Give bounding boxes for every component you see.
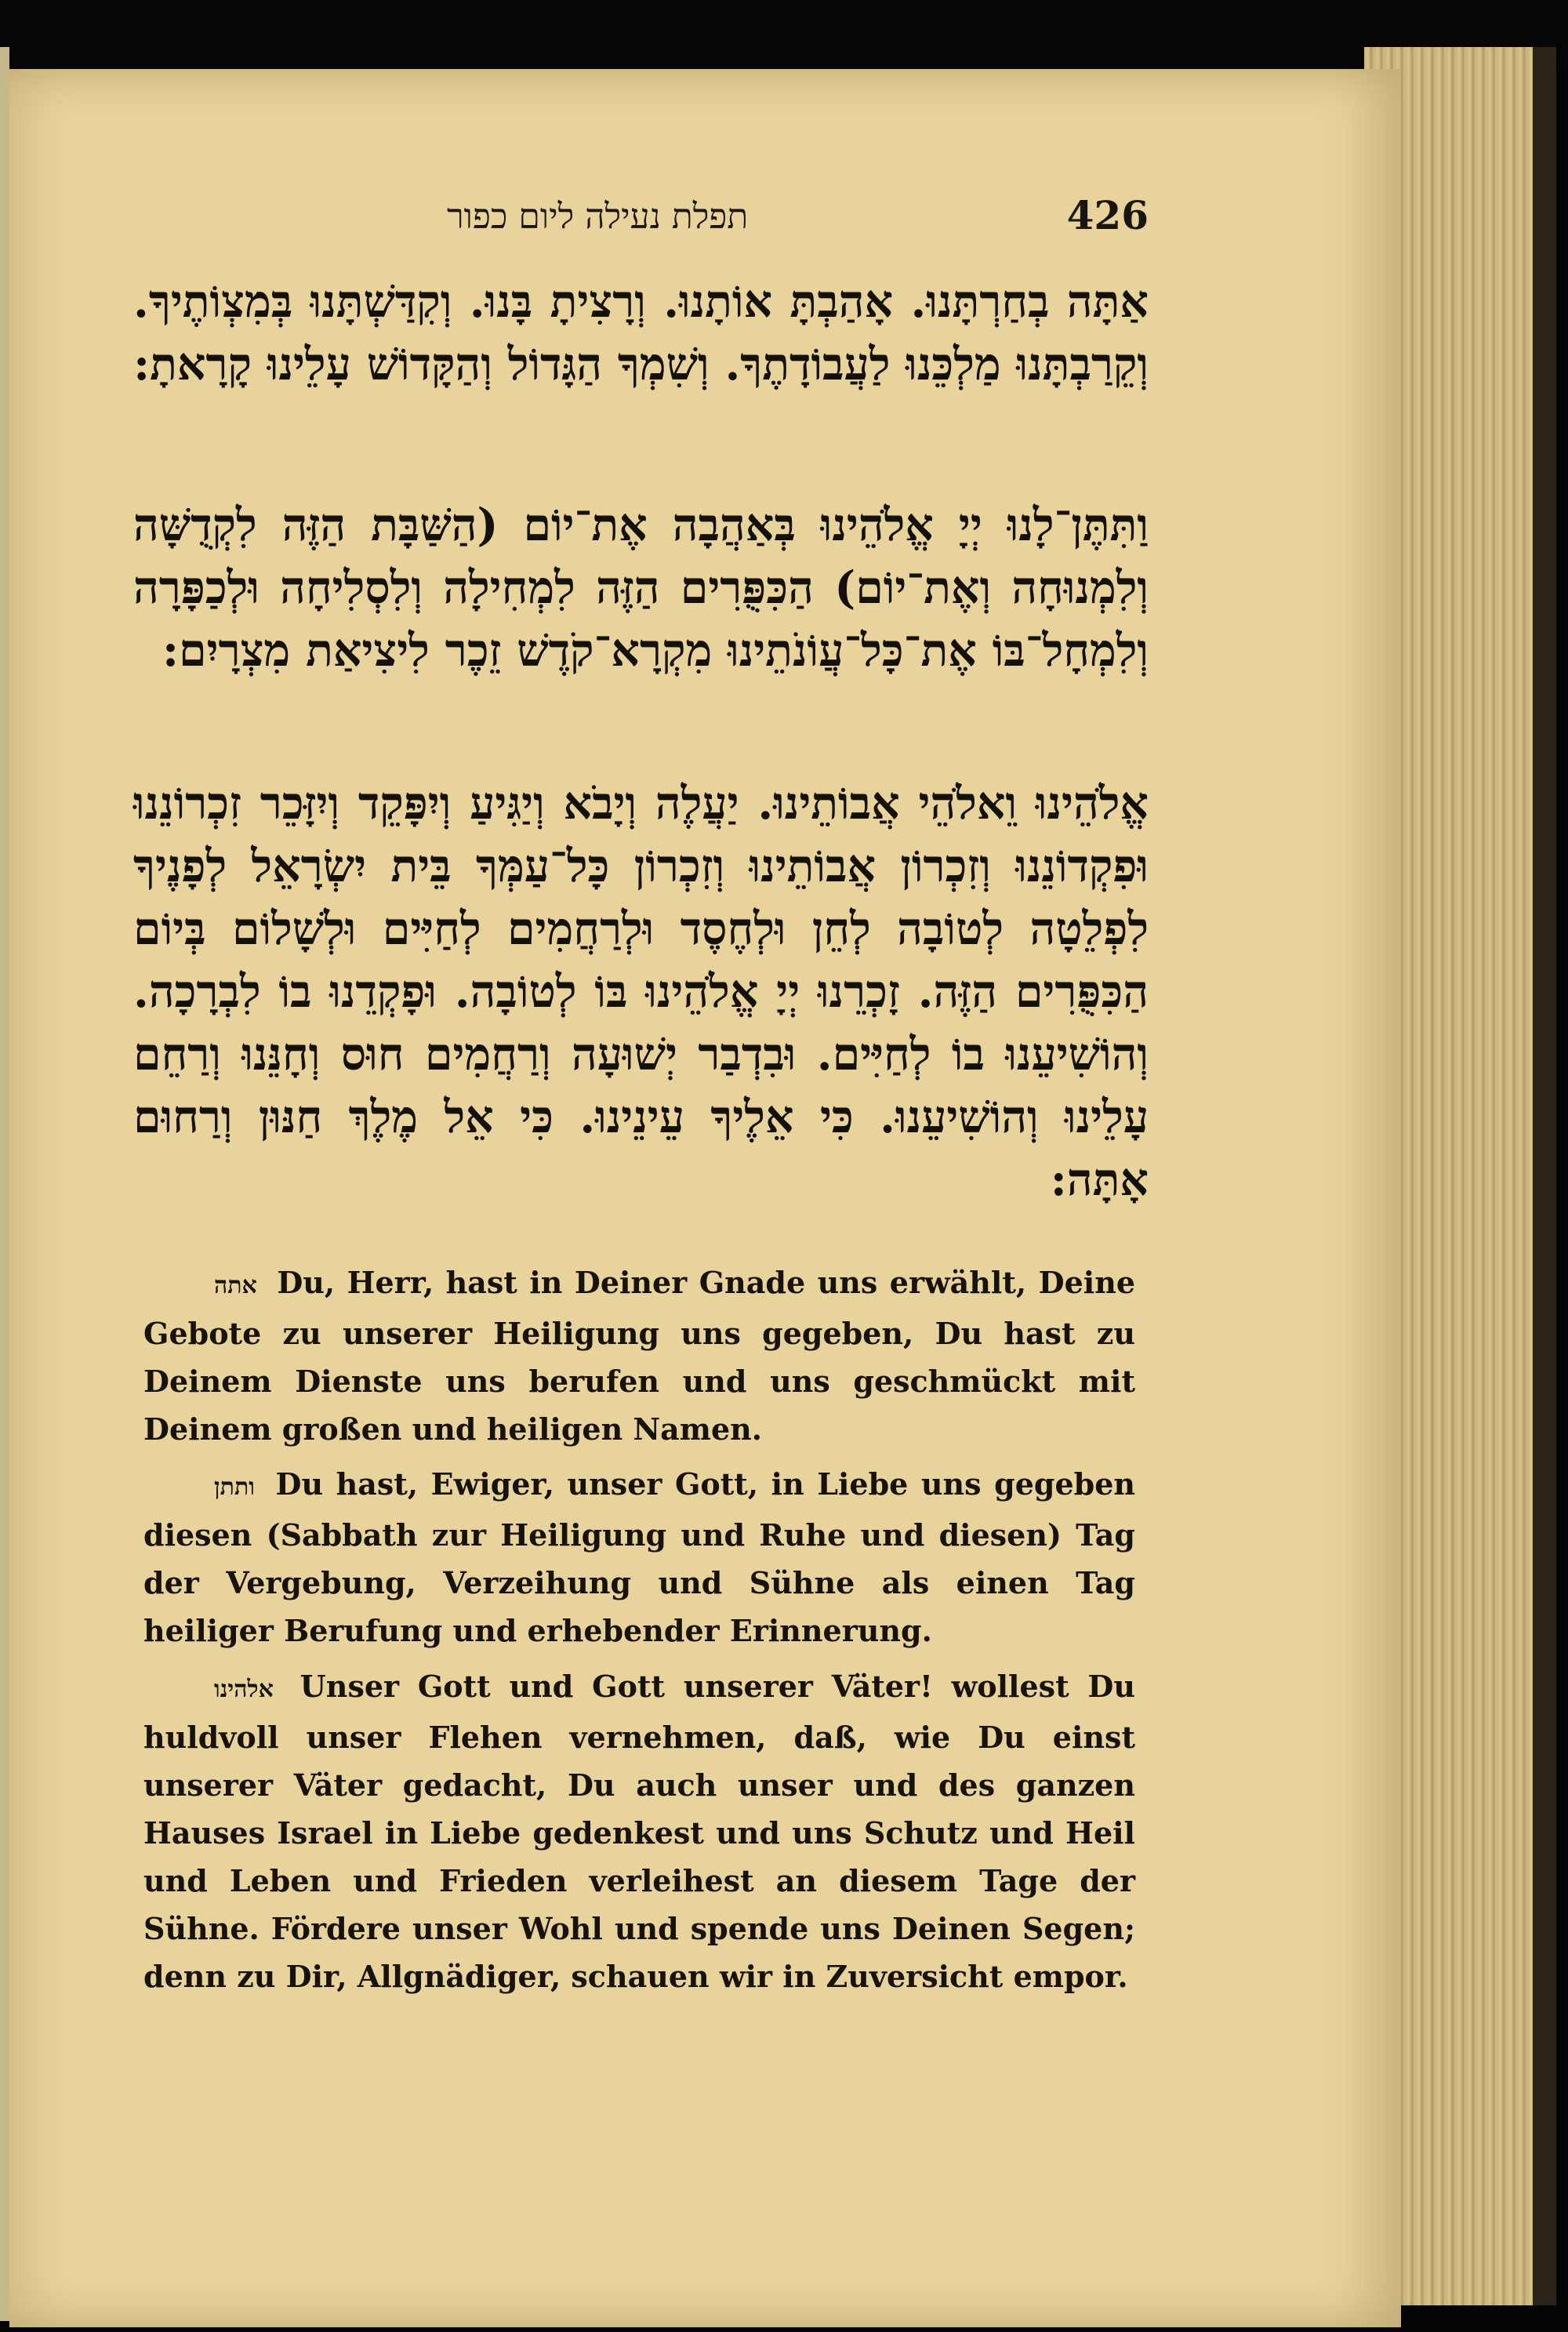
- running-title: תפלת נעילה ליום כפור: [447, 197, 749, 237]
- hebrew-paragraph-3: אֱלֹהֵינוּ וֵאלֹהֵי אֲבוֹתֵינוּ. יַעֲלֶה וְיָבֹא וְיַגִּיעַ וְיִפָּקֵד וְיִזָּכֵר זִכְרוֹנֵנוּ וּפִקְדוֹנֵנוּ וְזִכְרוֹן אֲבוֹתֵינוּ וְזִכְרוֹן כָּל־עַמְּךָ בֵּית יִשְׂרָאֵל לְפָנֶיךָ לִפְלֵטָה לְטוֹבָה לְחֵן וּלְחֶסֶד וּלְרַחֲמִים לְחַיִּים וּלְשָׁלוֹם בְּיוֹם הַכִּפֻּרִים הַזֶּה. זָכְרֵנוּ יְיָ אֱלֹהֵינוּ בּוֹ לְטוֹבָה. וּפָקְדֵנוּ בוֹ לִבְרָכָה. וְהוֹשִׁיעֵנוּ בוֹ לְחַיִּים. וּבִדְבַר יְשׁוּעָה וְרַחֲמִים חוּס וְחָנֵּנוּ וְרַחֵם עָלֵינוּ וְהוֹשִׁיעֵנוּ. כִּי אֵלֶיךָ עֵינֵינוּ. כִּי אֵל מֶלֶךְ חַנּוּן וְרַחוּם אָתָּה:: [133, 777, 1149, 1206]
- german-paragraph-3: [143, 1662, 1135, 2007]
- scan-background-top: [0, 0, 1568, 71]
- german-paragraph-3-text: Unser Gott und Gott unserer Väter! wollest Du huldvoll unser Flehen vernehmen, daß, wie Du einst unserer Väter gedacht, Du auch unser und des ganzen Hauses Israel in Liebe gedenkest und uns Schutz und Heil und Leben und Frieden verleihest an diesem Tage der Sühne. Fördere unser Wohl und spende uns Deinen Segen; denn zu Dir, Allgnädiger, schauen wir in Zuversicht empor.: [143, 1669, 1135, 1994]
- german-paragraph-1: [143, 1259, 1135, 1455]
- hebrew-paragraph-2: וַתִּתֶּן־לָנוּ יְיָ אֱלֹהֵינוּ בְּאַהֲבָה אֶת־יוֹם (הַשַּׁבָּת הַזֶּה לִקְדֻשָּׁה וְלִמְנוּחָה וְאֶת־יוֹם) הַכִּפֻּרִים הַזֶּה לִמְחִילָה וְלִסְלִיחָה וּלְכַפָּרָה וְלִמְחָל־בּוֹ אֶת־כָּל־עֲוֹנֹתֵינוּ מִקְרָא־קֹדֶשׁ זֵכֶר לִיצִיאַת מִצְרָיִם:: [133, 499, 1149, 677]
- german-paragraph-1-text: Du, Herr, hast in Deiner Gnade uns erwählt, Deine Gebote zu unserer Heiligung uns gegeben, Du hast zu Deinem Dienste uns berufen und uns geschmückt mit Deinem großen und heiligen Namen.: [143, 1265, 1135, 1447]
- adjacent-page-edge: [0, 47, 9, 2321]
- german-paragraph-3-lead: אלהינו: [214, 1676, 274, 1703]
- german-paragraph-2: [143, 1460, 1135, 1652]
- page-number: 426: [1066, 192, 1149, 238]
- page-header: [137, 192, 1149, 255]
- german-paragraph-1-lead: אתה: [214, 1272, 257, 1299]
- german-paragraph-2-text: Du hast, Ewiger, unser Gott, in Liebe uns gegeben diesen (Sabbath zur Heiligung und Ruhe und diesen) Tag der Vergebung, Verzeihung und Sühne als einen Tag heiliger Berufung und erhebender Erinnerung.: [143, 1466, 1136, 1648]
- hebrew-paragraph-1: אַתָּה בְחַרְתָּנוּ. אָהַבְתָּ אוֹתָנוּ. וְרָצִיתָ בָּנוּ. וְקִדַּשְׁתָּנוּ בְּמִצְוֹתֶיךָ. וְקֵרַבְתָּנוּ מַלְכֵּנוּ לַעֲבוֹדָתֶךָ. וְשִׁמְךָ הַגָּדוֹל וְהַקָּדוֹשׁ עָלֵינוּ קָרָאתָ:: [133, 275, 1149, 390]
- german-paragraph-2-lead: ותתן: [214, 1473, 255, 1501]
- book-cover-edge: [1533, 47, 1556, 2305]
